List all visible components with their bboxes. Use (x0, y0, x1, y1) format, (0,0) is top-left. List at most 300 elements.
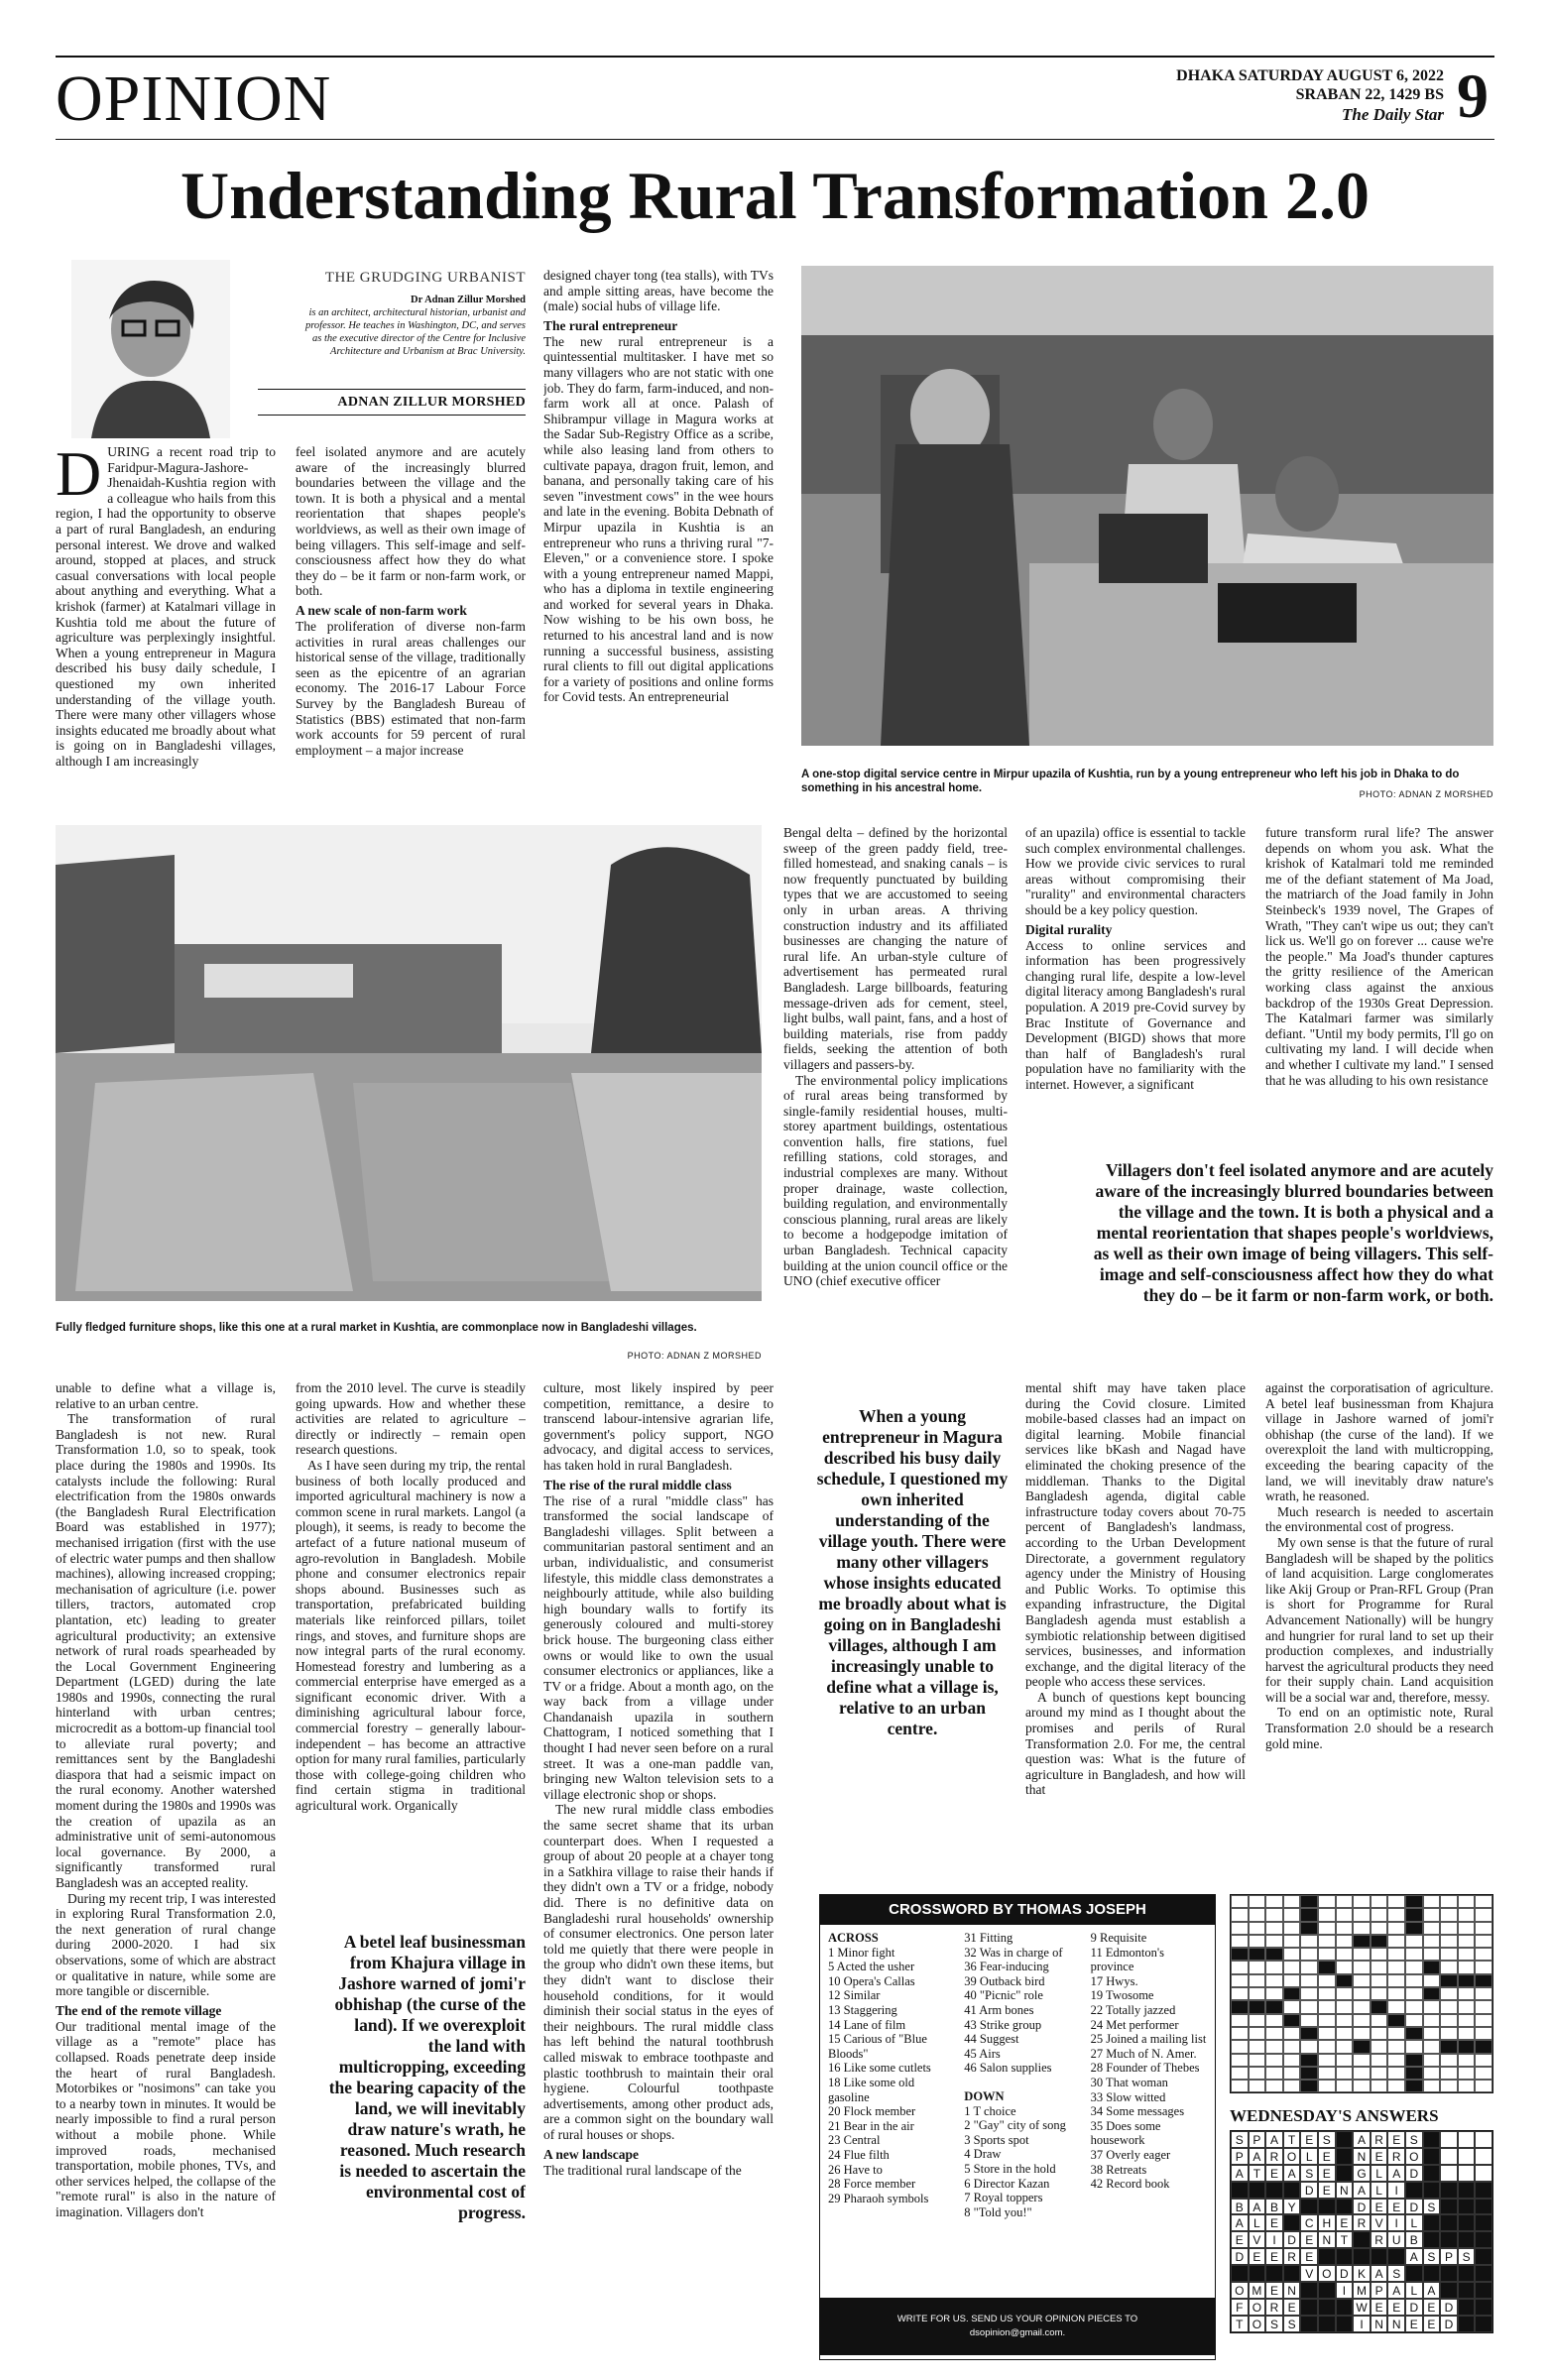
crossword-cell (1249, 2027, 1266, 2040)
low-col1-p1: unable to define what a village is, relative to an urban centre. (56, 1380, 276, 1411)
crossword-cell (1353, 2054, 1371, 2067)
answer-cell: F (1231, 2299, 1249, 2316)
col3-p2: The new rural entrepreneur is a quintessential multitasker. I have met so many villagers who are not static with one job. They do farm, farm-induced, and non-farm work all at once. Palash of Shibrampur village in Magura works at the Sadar Sub-Registry Office as a scribe, while also leasing land from others to cultivate papaya, dragon fruit, lemon, and banana, and personally taking care of his seven "investment cows" in the wee hours and late in the evening. Bobita Debnath of Mirpur upazila in Kushtia is an entrepreneur who runs a thriving rural "7-Eleven," or a convenience store. I spoke with a young entrepreneur named Mappi, who has a diploma in textile engineering and worked for several years in Dhaka. Now wishing to be his own boss, he returned to his ancestral land and is now running a successful business, assisting rural clients to fill out digital applications for a variety of positions and online forms for Covid tests. An entrepreneurial (543, 333, 774, 705)
bio-rule (258, 389, 526, 390)
answer-cell (1318, 2282, 1336, 2299)
answer-cell (1336, 2248, 1354, 2265)
crossword-cell (1423, 1908, 1441, 1921)
low-col3-p2: The rise of a rural "middle class" has transformed the social landscape of Bangladeshi villages. Split between a communitarian pastoral sentiment and an urban, individualistic, and consumerist lifestyle, this middle class demonstrates a neighbourly attitude, while also building high boundary walls to fortify its generously coloured and multi-storey brick house. The burgeoning class either owns or would like to own the usual consumer electronics or appliances, like a TV or a fridge. About a month ago, on the way back from a village under Chandanaish upazila in southern Chattogram, I noticed something that I thought I had never seen before on a rural street. It was a one-man paddle van, bringing new Walton television sets to a village electronic shop or shops. (543, 1492, 774, 1802)
crossword-cell (1231, 1948, 1249, 1961)
crossword-clue: 19 Twosome (1090, 1988, 1154, 2003)
crossword-cell (1371, 2080, 1388, 2092)
crossword-cell (1318, 1908, 1336, 1921)
crossword-cell (1458, 1895, 1476, 1908)
crossword-cell (1353, 2014, 1371, 2027)
answer-cell: A (1249, 2199, 1266, 2215)
answers-title: WEDNESDAY'S ANSWERS (1230, 2106, 1439, 2125)
crossword-cell (1249, 1974, 1266, 1987)
crossword-cell (1283, 1922, 1301, 1935)
crossword-cell (1387, 2080, 1405, 2092)
answer-cell: M (1249, 2282, 1266, 2299)
crossword-cell (1318, 2080, 1336, 2092)
crossword-cell (1283, 1948, 1301, 1961)
crossword-cell (1249, 2054, 1266, 2067)
crossword-cell (1423, 1987, 1441, 2000)
answer-cell (1475, 2214, 1492, 2231)
answer-cell: E (1300, 2131, 1318, 2148)
answer-cell: E (1249, 2248, 1266, 2265)
crossword-clue: 23 Central (828, 2133, 881, 2148)
answer-cell (1475, 2148, 1492, 2165)
answer-cell: R (1265, 2299, 1283, 2316)
answer-cell: S (1231, 2131, 1249, 2148)
bangla-date: SRABAN 22, 1429 BS (1295, 86, 1444, 103)
crossword-clue: 24 Met performer (1090, 2017, 1179, 2032)
answer-cell: N (1283, 2282, 1301, 2299)
crossword-cell (1440, 2054, 1458, 2067)
answer-cell: I (1387, 2182, 1405, 2199)
date-line: DHAKA SATURDAY AUGUST 6, 2022 (1176, 67, 1444, 84)
photo1-credit: PHOTO: ADNAN Z MORSHED (1359, 789, 1493, 799)
photo-digital-service-centre (801, 266, 1493, 746)
crossword-footer (820, 2298, 1215, 2355)
answer-cell: R (1371, 2131, 1388, 2148)
crossword-cell (1475, 1908, 1492, 1921)
crossword-cell (1387, 1948, 1405, 1961)
crossword-clue: 39 Outback bird (964, 1973, 1045, 1988)
crossword-cell (1300, 2027, 1318, 2040)
crossword-cell (1423, 2080, 1441, 2092)
low-col-2 (296, 1380, 526, 1921)
answer-cell: T (1283, 2131, 1301, 2148)
col3-p1: designed chayer tong (tea stalls), with TVs and ample sitting areas, have become the (male) social hubs of village life. (543, 268, 774, 314)
crossword-cell (1371, 1935, 1388, 1948)
crossword-cell (1475, 2080, 1492, 2092)
crossword-clue: 1 Minor fight (828, 1945, 895, 1960)
answer-cell: O (1318, 2265, 1336, 2282)
answer-cell (1336, 2316, 1354, 2332)
low-col-1 (56, 1380, 276, 2362)
answer-cell (1336, 2299, 1354, 2316)
crossword-cell (1371, 1974, 1388, 1987)
crossword-cell (1283, 1895, 1301, 1908)
subhead-remote-village: The end of the remote village (56, 2002, 222, 2018)
mid-col-2 (1025, 825, 1246, 1152)
answer-cell: S (1423, 2248, 1441, 2265)
crossword-cell (1318, 2027, 1336, 2040)
crossword-cell (1371, 1922, 1388, 1935)
col1-text: URING a recent road trip to Faridpur-Magura-Jashore-Jhenaidah-Kushtia region with a colleague who hails from this region, I had the opportunity to observe a part of rural Bangladesh, an enduring personal interest. We drove and walked around, stopped at places, and struck casual conversations with local people about anything and everything. What a krishok (farmer) at Katalmari village in Kushtia told me about the future of agriculture was perplexingly insightful. When a young entrepreneur in Magura described his busy daily schedule, I questioned my own inherited understanding of the village youth. There were many other villagers whose insights educated me broadly about what is going on in Bangladeshi villages, although I am increasingly (56, 444, 276, 769)
crossword-clue: 10 Opera's Callas (828, 1973, 915, 1988)
answer-cell (1423, 2231, 1441, 2248)
answer-cell: E (1265, 2214, 1283, 2231)
answer-cell: E (1371, 2299, 1388, 2316)
answer-cell (1423, 2182, 1441, 2199)
page-number: 9 (1457, 60, 1489, 131)
crossword-cell (1475, 1922, 1492, 1935)
article-col-2 (296, 444, 526, 809)
answer-cell (1440, 2199, 1458, 2215)
crossword-cell (1423, 2027, 1441, 2040)
answer-cell: S (1405, 2131, 1423, 2148)
crossword-cell (1318, 1948, 1336, 1961)
author-bio (298, 294, 526, 358)
answer-cell: U (1387, 2231, 1405, 2248)
author-bio-text: is an architect, architectural historian, urbanist and professor. He teaches in Washington, DC, and serves as the executive director of the Centre for Inclusive Architecture and Urbanism at Brac University. (304, 307, 526, 357)
crossword-cell (1249, 1948, 1266, 1961)
answer-cell (1336, 2199, 1354, 2215)
down-label: DOWN (964, 2088, 1005, 2103)
footer-line-2: dsopinion@gmail.com. (969, 2327, 1066, 2338)
answer-cell (1458, 2165, 1476, 2182)
crossword-cell (1231, 1922, 1249, 1935)
crossword-cell (1458, 2000, 1476, 2013)
crossword-cell (1336, 1961, 1354, 1973)
crossword-cell (1318, 2040, 1336, 2053)
photo1-caption: A one-stop digital service centre in Mirpur upazila of Kushtia, run by a young entrepreneur who left his job in Dhaka to do something in his ancestral home. (801, 769, 1460, 794)
crossword-cell (1283, 1961, 1301, 1973)
answer-cell (1475, 2231, 1492, 2248)
answer-cell: N (1387, 2316, 1405, 2332)
answer-cell: R (1387, 2148, 1405, 2165)
across-col-b (964, 1931, 1080, 2302)
answer-cell (1458, 2316, 1476, 2332)
article-col-3 (543, 268, 774, 809)
crossword-cell (1231, 1935, 1249, 1948)
answer-cell (1387, 2248, 1405, 2265)
answer-cell (1423, 2165, 1441, 2182)
answer-cell (1249, 2265, 1266, 2282)
crossword-grid (1230, 1894, 1493, 2093)
mid-col2-p2: Access to online services and information has been progressively changing rural life, despite a low-level digital literacy among Bangladesh's rural population. A 2019 pre-Covid survey by Brac Institute of Governance and Development (BIGD) shows that more than half of Bangladesh's rural population have no familiarity with the internet. However, a significant (1025, 937, 1246, 1092)
crossword-cell (1249, 2000, 1266, 2013)
crossword-cell (1265, 2000, 1283, 2013)
crossword-cell (1300, 2067, 1318, 2080)
across-label: ACROSS (828, 1931, 879, 1945)
answer-cell: B (1265, 2199, 1283, 2215)
photo-furniture-shop (56, 825, 762, 1301)
answer-cell: E (1283, 2299, 1301, 2316)
answer-cell (1475, 2248, 1492, 2265)
answer-cell (1265, 2182, 1283, 2199)
headline: Understanding Rural Transformation 2.0 (180, 158, 1370, 233)
across-col-a (828, 1931, 954, 2302)
answer-cell: N (1371, 2316, 1388, 2332)
answer-cell: E (1387, 2299, 1405, 2316)
crossword-clue: 11 Edmonton's province (1090, 1945, 1165, 1974)
crossword-cell (1300, 1974, 1318, 1987)
answer-cell: D (1440, 2299, 1458, 2316)
answer-cell: A (1387, 2282, 1405, 2299)
answer-cell: E (1265, 2248, 1283, 2265)
crossword-clue: 8 "Told you!" (964, 2204, 1032, 2219)
answer-cell (1475, 2131, 1492, 2148)
answer-cell: R (1283, 2248, 1301, 2265)
crossword-cell (1249, 2067, 1266, 2080)
crossword-cell (1423, 1961, 1441, 1973)
crossword-title: CROSSWORD BY THOMAS JOSEPH (820, 1895, 1215, 1925)
answer-cell (1440, 2265, 1458, 2282)
crossword-cell (1231, 2040, 1249, 2053)
crossword-clue: 45 Airs (964, 2046, 1001, 2061)
crossword-cell (1300, 2080, 1318, 2092)
answer-cell: E (1423, 2316, 1441, 2332)
crossword-cell (1475, 1961, 1492, 1973)
answer-cell (1336, 2131, 1354, 2148)
answer-cell: H (1318, 2214, 1336, 2231)
crossword-cell (1353, 1908, 1371, 1921)
crossword-cell (1336, 1895, 1354, 1908)
paper-logo: The Daily Star (1342, 105, 1444, 124)
low-col5-p1: mental shift may have taken place during the Covid closure. Limited mobile-based classes had an impact on digital learning. Mobile financial services like bKash and Nagad have eliminated the choking presence of the middleman. Thanks to the Digital Bangladesh agenda, digital cable infrastructure today covers about 70-75 percent of Bangladesh's landmass, according to the Urban Development Directorate, a government regulatory agency under the Ministry of Housing and Public Works. To optimise this expanding infrastructure, the Digital Bangladesh agenda must establish a symbiotic relationship between digitised services, businesses, and information exchange, and the digital literacy of the people who access these services. (1025, 1380, 1246, 1690)
answer-cell: L (1371, 2182, 1388, 2199)
crossword-cell (1353, 1895, 1371, 1908)
answer-cell: E (1423, 2299, 1441, 2316)
crossword-cell (1423, 2014, 1441, 2027)
answer-cell: I (1265, 2231, 1283, 2248)
answer-cell: K (1353, 2265, 1371, 2282)
crossword-cell (1300, 2000, 1318, 2013)
crossword-cell (1353, 1935, 1371, 1948)
crossword-cell (1336, 2000, 1354, 2013)
answer-cell (1458, 2182, 1476, 2199)
answer-cell (1336, 2165, 1354, 2182)
crossword-cell (1283, 1974, 1301, 1987)
crossword-cell (1353, 1974, 1371, 1987)
answer-cell: E (1387, 2199, 1405, 2215)
crossword-cell (1265, 1895, 1283, 1908)
answer-cell: A (1423, 2282, 1441, 2299)
crossword-cell (1353, 2040, 1371, 2053)
answer-cell: E (1371, 2199, 1388, 2215)
answer-cell: S (1265, 2316, 1283, 2332)
crossword-cell (1387, 2014, 1405, 2027)
crossword-cell (1387, 1987, 1405, 2000)
subhead-middle-class: The rise of the rural middle class (543, 1477, 732, 1492)
crossword-cell (1458, 2054, 1476, 2067)
answer-cell (1458, 2199, 1476, 2215)
photo2-credit: PHOTO: ADNAN Z MORSHED (627, 1351, 762, 1361)
crossword-cell (1265, 1974, 1283, 1987)
crossword-clue: 14 Lane of film (828, 2017, 906, 2032)
crossword-clue: 5 Store in the hold (964, 2161, 1056, 2176)
crossword-cell (1283, 2040, 1301, 2053)
answer-cell (1249, 2182, 1266, 2199)
mid-col1-text: Bengal delta – defined by the horizontal sweep of the green paddy field, tree-filled homestead, and snaking canals – is now frequently punctuated by building types that we are accustomed to seeing only in urban areas. A thriving construction industry and its affiliated businesses are changing the nature of rural life. An urban-style culture of advertisement has permeated rural Bangladesh. Large billboards, featuring message-driven ads for cement, steel, light bulbs, wall paint, fans, and a host of building materials, rise from paddy fields, seeking the attention of both villagers and passers-by. (783, 825, 1008, 1072)
answer-cell (1336, 2148, 1354, 2165)
crossword-cell (1387, 1961, 1405, 1973)
crossword-cell (1249, 1922, 1266, 1935)
answer-cell (1440, 2231, 1458, 2248)
answer-cell: L (1371, 2165, 1388, 2182)
answer-cell: E (1300, 2248, 1318, 2265)
mid-col2-p1: of an upazila) office is essential to tackle such complex environmental challenges. How we provide civic services to rural areas without compromising their "rurality" and environmental characters should be a key policy question. (1025, 825, 1246, 917)
answer-cell: E (1318, 2182, 1336, 2199)
crossword-clue: 22 Totally jazzed (1090, 2002, 1176, 2017)
crossword-cell (1475, 1948, 1492, 1961)
crossword-cell (1371, 2014, 1388, 2027)
subhead-digital-rurality: Digital rurality (1025, 921, 1113, 937)
crossword-cell (1231, 2000, 1249, 2013)
answer-cell: T (1249, 2165, 1266, 2182)
crossword-cell (1458, 2067, 1476, 2080)
crossword-clue: 12 Similar (828, 1988, 881, 2003)
crossword-cell (1318, 2067, 1336, 2080)
crossword-cell (1405, 1935, 1423, 1948)
crossword-cell (1405, 2014, 1423, 2027)
author-bio-name: Dr Adnan Zillur Morshed (410, 295, 526, 305)
crossword-cell (1423, 1948, 1441, 1961)
crossword-cell (1371, 1987, 1388, 2000)
crossword-cell (1475, 2040, 1492, 2053)
pull-quote-1: Villagers don't feel isolated anymore and are acutely aware of the increasingly blurred boundaries between the village and the town. It is both a physical and a mental reorientation that shapes people's worldviews, as well as their own image of being villagers. This self-image and self-consciousness affect how they do what they do – be it farm or non-farm work, or both. (1093, 1160, 1493, 1305)
answer-cell: I (1387, 2214, 1405, 2231)
answer-cell (1458, 2214, 1476, 2231)
low-col6-p2: Much research is needed to ascertain the environmental cost of progress. (1265, 1503, 1493, 1535)
crossword-cell (1231, 2054, 1249, 2067)
crossword-cell (1387, 2000, 1405, 2013)
answer-cell (1300, 2316, 1318, 2332)
crossword-cell (1336, 2054, 1354, 2067)
crossword-clue: 2 "Gay" city of song (964, 2118, 1066, 2133)
answer-cell: A (1231, 2214, 1249, 2231)
crossword-cell (1371, 1895, 1388, 1908)
crossword-cell (1265, 1922, 1283, 1935)
answer-cell: P (1231, 2148, 1249, 2165)
crossword-cell (1300, 1895, 1318, 1908)
crossword-clue: 17 Hwys. (1090, 1973, 1138, 1988)
answer-cell: O (1283, 2148, 1301, 2165)
crossword-cell (1458, 1922, 1476, 1935)
crossword-box (819, 1894, 1216, 2360)
crossword-cell (1336, 2040, 1354, 2053)
crossword-clue: 16 Like some cutlets (828, 2061, 931, 2076)
answer-cell: P (1440, 2248, 1458, 2265)
crossword-clue: 25 Joined a mailing list (1090, 2032, 1207, 2047)
crossword-clue: 5 Acted the usher (828, 1960, 915, 1974)
crossword-cell (1283, 2054, 1301, 2067)
crossword-cell (1249, 1987, 1266, 2000)
crossword-cell (1231, 2027, 1249, 2040)
photo2-caption: Fully fledged furniture shops, like this one at a rural market in Kushtia, are commonplace now in Bangladeshi villages. (56, 1322, 697, 1334)
drop-cap: D (56, 444, 102, 509)
crossword-cell (1300, 1922, 1318, 1935)
crossword-clue: 37 Overly eager (1090, 2147, 1171, 2162)
crossword-cell (1231, 1895, 1249, 1908)
crossword-cell (1440, 2027, 1458, 2040)
crossword-cell (1353, 1961, 1371, 1973)
answer-cell (1318, 2299, 1336, 2316)
crossword-cell (1231, 2014, 1249, 2027)
answer-cell (1475, 2199, 1492, 2215)
crossword-cell (1423, 1922, 1441, 1935)
crossword-cell (1265, 2067, 1283, 2080)
crossword-cell (1336, 1987, 1354, 2000)
answer-cell: T (1231, 2316, 1249, 2332)
answer-cell (1318, 2316, 1336, 2332)
answer-cell (1458, 2131, 1476, 2148)
crossword-cell (1405, 1974, 1423, 1987)
answer-cell (1475, 2265, 1492, 2282)
crossword-clue: 1 T choice (964, 2103, 1016, 2118)
answer-cell: E (1265, 2165, 1283, 2182)
answer-cell: A (1283, 2165, 1301, 2182)
crossword-cell (1405, 1895, 1423, 1908)
answer-cell: E (1300, 2231, 1318, 2248)
answer-cell (1458, 2148, 1476, 2165)
crossword-cell (1440, 1922, 1458, 1935)
answer-cell (1458, 2231, 1476, 2248)
answer-cell: A (1371, 2265, 1388, 2282)
crossword-cell (1371, 2067, 1388, 2080)
crossword-cell (1353, 2067, 1371, 2080)
crossword-clue: 15 Carious of "Blue Bloods" (828, 2032, 927, 2061)
answer-cell (1423, 2265, 1441, 2282)
crossword-clue: 42 Record book (1090, 2177, 1170, 2192)
crossword-cell (1283, 1987, 1301, 2000)
crossword-cell (1318, 1974, 1336, 1987)
answer-cell (1475, 2182, 1492, 2199)
answer-cell (1440, 2282, 1458, 2299)
crossword-cell (1423, 2000, 1441, 2013)
answer-cell: E (1318, 2148, 1336, 2165)
crossword-cell (1265, 2014, 1283, 2027)
answer-cell (1371, 2248, 1388, 2265)
answer-cell: A (1265, 2131, 1283, 2148)
answer-cell: D (1231, 2248, 1249, 2265)
crossword-cell (1475, 2054, 1492, 2067)
answer-cell (1440, 2148, 1458, 2165)
answer-cell: Y (1283, 2199, 1301, 2215)
crossword-cell (1353, 1948, 1371, 1961)
low-col-5 (1025, 1380, 1246, 1874)
crossword-cell (1265, 2054, 1283, 2067)
crossword-cell (1405, 2054, 1423, 2067)
answer-cell: A (1387, 2165, 1405, 2182)
col2-p1: feel isolated anymore and are acutely aware of the increasingly blurred boundaries between the village and the town. It is both a physical and a mental reorientation that shapes people's worldviews, as well as their own image of being villagers. This self-image and self-consciousness affect how they do what they do – be it farm or non-farm work, or both. (296, 444, 526, 599)
crossword-cell (1475, 2027, 1492, 2040)
crossword-cell (1458, 1948, 1476, 1961)
crossword-clue: 13 Staggering (828, 2002, 897, 2017)
article-col-1 (56, 444, 276, 809)
crossword-cell (1336, 2080, 1354, 2092)
answer-cell: S (1458, 2248, 1476, 2265)
crossword-cell (1231, 1987, 1249, 2000)
crossword-clue: 35 Does some housework (1090, 2118, 1161, 2148)
answer-cell (1283, 2214, 1301, 2231)
low-col-3 (543, 1380, 774, 2362)
crossword-cell (1423, 1974, 1441, 1987)
crossword-cell (1300, 2040, 1318, 2053)
crossword-cell (1440, 1935, 1458, 1948)
crossword-cell (1336, 1935, 1354, 1948)
answer-cell: I (1336, 2282, 1354, 2299)
low-col3-p4: The traditional rural landscape of the (543, 2162, 742, 2178)
crossword-cell (1300, 1961, 1318, 1973)
answer-cell: L (1405, 2214, 1423, 2231)
mid-col-1 (783, 825, 1008, 1368)
answers-grid (1230, 2130, 1493, 2333)
crossword-clue: 6 Director Kazan (964, 2176, 1050, 2191)
crossword-cell (1249, 1935, 1266, 1948)
crossword-cell (1440, 1987, 1458, 2000)
crossword-cell (1283, 1935, 1301, 1948)
crossword-cell (1300, 1935, 1318, 1948)
low-col2-p1: from the 2010 level. The curve is steadily going upwards. How and whether these activities are related to agriculture – directly or indirectly – remain open research questions. (296, 1380, 526, 1458)
crossword-cell (1249, 1908, 1266, 1921)
crossword-cell (1336, 1974, 1354, 1987)
crossword-cell (1458, 1908, 1476, 1921)
